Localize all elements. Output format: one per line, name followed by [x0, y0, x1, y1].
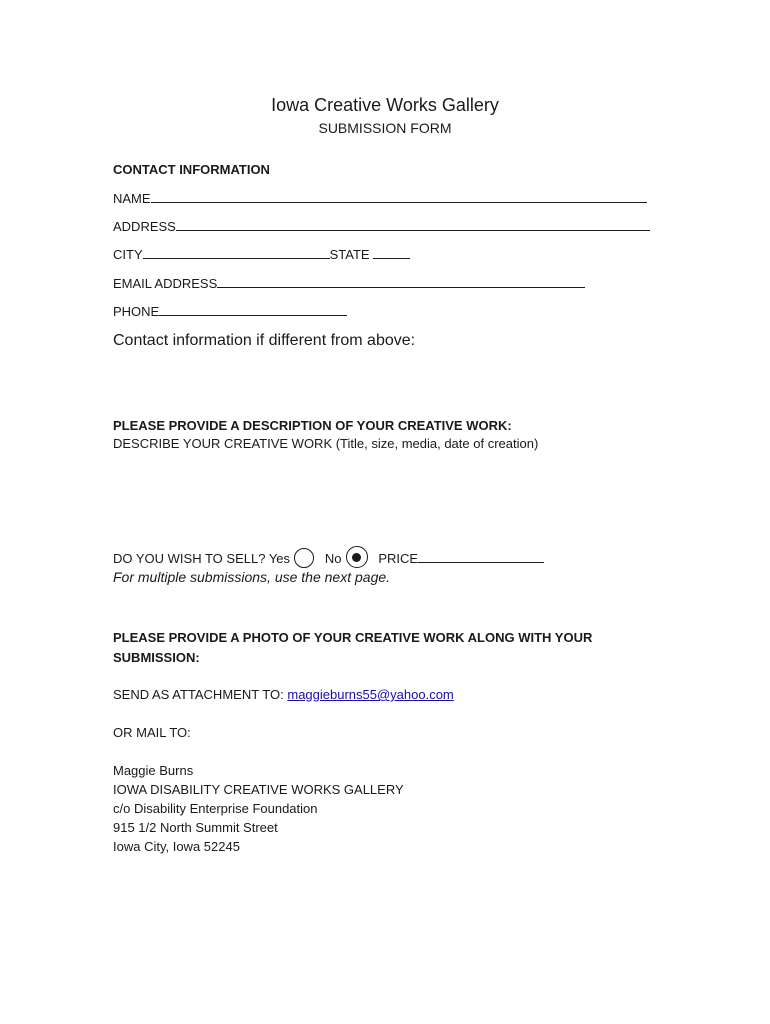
price-field[interactable]	[418, 550, 544, 563]
mail-to-label: OR MAIL TO:	[113, 725, 191, 740]
sell-question: DO YOU WISH TO SELL? Yes	[113, 551, 291, 566]
photo-heading-line1: PLEASE PROVIDE A PHOTO OF YOUR CREATIVE WORK ALONG WITH YOUR	[113, 630, 593, 645]
description-heading: PLEASE PROVIDE A DESCRIPTION OF YOUR CREATIVE WORK:	[113, 418, 512, 433]
form-title: Iowa Creative Works Gallery	[271, 95, 499, 115]
name-label: NAME	[113, 191, 151, 206]
state-label: STATE	[329, 247, 370, 262]
sell-no-label: No	[324, 551, 342, 566]
email-row	[113, 275, 585, 291]
name-row	[113, 190, 647, 206]
description-prompt: DESCRIBE YOUR CREATIVE WORK (Title, size, media, date of creation)	[113, 436, 539, 451]
send-attachment-row	[113, 687, 454, 702]
address-line-care-of: c/o Disability Enterprise Foundation	[113, 801, 318, 816]
address-row	[113, 218, 650, 234]
multiple-submissions-note: For multiple submissions, use the next page.	[113, 569, 391, 585]
price-label: PRICE	[378, 551, 419, 566]
name-field[interactable]	[151, 190, 647, 203]
city-label: CITY	[113, 247, 143, 262]
phone-label: PHONE	[113, 304, 160, 319]
phone-row	[113, 303, 347, 319]
address-line-city: Iowa City, Iowa 52245	[113, 839, 240, 854]
form-subtitle: SUBMISSION FORM	[318, 120, 452, 136]
send-attachment-label: SEND AS ATTACHMENT TO:	[113, 687, 284, 702]
address-field[interactable]	[176, 218, 650, 231]
sell-row	[113, 546, 544, 568]
sell-yes-radio[interactable]	[294, 548, 314, 568]
address-label: ADDRESS	[113, 219, 176, 234]
email-field[interactable]	[217, 275, 585, 288]
radio-selected-dot	[352, 553, 361, 562]
address-line-organization: IOWA DISABILITY CREATIVE WORKS GALLERY	[113, 782, 404, 797]
phone-field[interactable]	[159, 303, 347, 316]
address-line-name: Maggie Burns	[113, 763, 194, 778]
contact-heading: CONTACT INFORMATION	[113, 162, 270, 177]
city-state-row	[113, 246, 410, 262]
sell-no-radio[interactable]	[346, 546, 368, 568]
address-line-street: 915 1/2 North Summit Street	[113, 820, 278, 835]
city-field[interactable]	[143, 246, 330, 259]
email-link[interactable]: maggieburns55@yahoo.com	[287, 687, 454, 702]
alt-contact-heading: Contact information if different from above:	[113, 332, 416, 349]
email-label: EMAIL ADDRESS	[113, 276, 218, 291]
state-field[interactable]	[373, 246, 410, 259]
photo-heading-line2: SUBMISSION:	[113, 650, 200, 665]
